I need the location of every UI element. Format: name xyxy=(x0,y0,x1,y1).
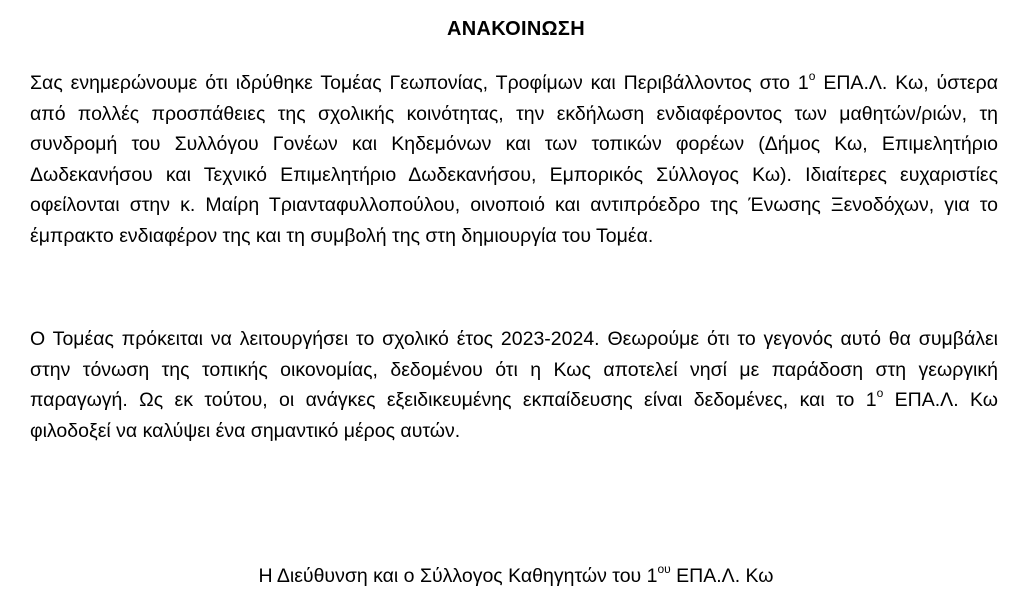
signature-text-start: Η Διεύθυνση και ο Σύλλογος Καθηγητών του 1 xyxy=(258,565,658,587)
paragraph-operation-text-rest: ΕΠΑ.Λ. Κω φιλοδοξεί να καλύψει ένα σημαντικό μέρος αυτών. xyxy=(30,389,998,442)
page-title: ΑΝΑΚΟΙΝΩΣΗ xyxy=(447,18,585,40)
ordinal-superscript: ο xyxy=(876,386,884,400)
paragraph-founding-text-rest: ΕΠΑ.Λ. Κω, ύστερα από πολλές προσπάθειες της σχολικής κοινότητας, την εκδήλωση ενδιαφέροντος των μαθητών/ριών, τη συνδρομή του Συλλόγου Γονέων και Κηδεμόνων και των τοπικών φορέων (Δήμος Κω, Επιμελητήριο Δωδεκανήσου και Τεχνικό Επιμελητήριο Δωδεκανήσου, Εμπορικός Σύλλογος Κω). Ιδιαίτερες ευχαριστίες οφείλονται στην κ. Μαίρη Τριανταφυλλοπούλου, οινοποιό και αντιπρόεδρο της Ένωσης Ξενοδόχων, για το έμπρακτο ενδιαφέρον της και τη συμβολή της στη δημιουργία του Τομέα. xyxy=(30,72,998,247)
ordinal-superscript: ου xyxy=(657,562,671,576)
paragraph-founding xyxy=(30,68,998,251)
signature-text-rest: ΕΠΑ.Λ. Κω xyxy=(670,565,774,587)
paragraph-operation-text-start: Ο Τομέας πρόκειται να λειτουργήσει το σχολικό έτος 2023-2024. Θεωρούμε ότι το γεγονός αυτό θα συμβάλει στην τόνωση της τοπικής οικονομίας, δεδομένου ότι η Κως αποτελεί νησί με παράδοση στη γεωργική παραγωγή. Ως εκ τούτου, οι ανάγκες εξειδικευμένης εκπαίδευσης είναι δεδομένες, και το 1 xyxy=(30,328,998,411)
ordinal-superscript: ο xyxy=(808,69,816,83)
signature-line xyxy=(0,562,1032,588)
paragraph-founding-text-start: Σας ενημερώνουμε ότι ιδρύθηκε Τομέας Γεωπονίας, Τροφίμων και Περιβάλλοντος στο 1 xyxy=(30,72,809,94)
paragraph-operation xyxy=(30,324,998,446)
